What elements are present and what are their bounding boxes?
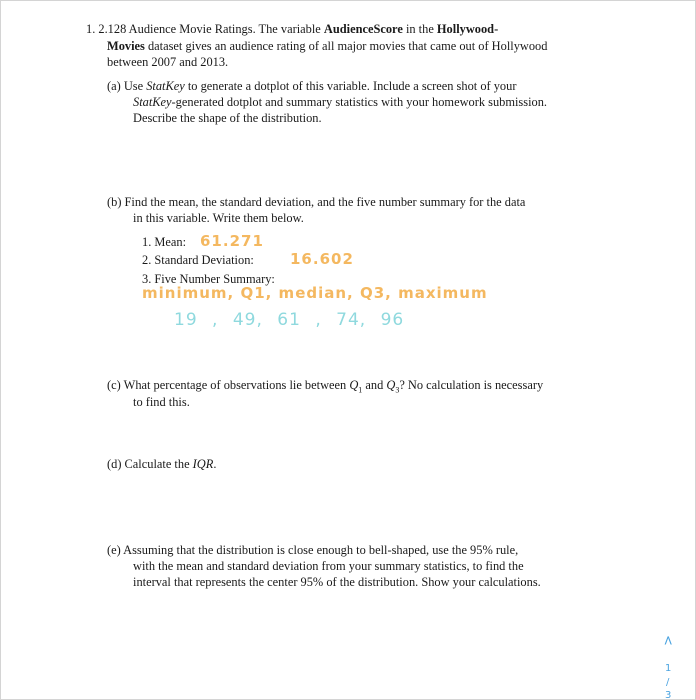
part-c-line-1-text: ? No calculation is necessary: [399, 378, 544, 392]
problem-line-3: between 2007 and 2013.: [107, 55, 229, 69]
handwritten-sd: 16.602: [290, 250, 354, 268]
part-d-intro: (d) Calculate the: [107, 457, 193, 471]
q3-symbol: Q: [386, 378, 396, 392]
current-page-number: 1: [665, 663, 672, 674]
handwritten-five-number-values: 19 , 49, 61 , 74, 96: [174, 310, 405, 330]
q3-subscript: 3: [395, 385, 400, 395]
dataset-name-a: Hollywood-: [436, 22, 499, 36]
statkey-name-2: StatKey: [133, 95, 172, 109]
variable-name: AudienceScore: [323, 22, 403, 36]
part-e-line-3: interval that represents the center 95% of the distribution. Show your calculations.: [133, 575, 541, 589]
part-b-item-mean: 1. Mean:: [142, 235, 187, 249]
part-d-line-1: [107, 456, 216, 472]
part-a-intro: (a) Use: [107, 79, 147, 93]
part-b-item-five-number: 3. Five Number Summary:: [142, 272, 275, 286]
total-pages: 3: [665, 690, 672, 700]
q1-subscript: 1: [358, 385, 363, 395]
part-a-line-3: Describe the shape of the distribution.: [133, 111, 322, 125]
part-b-line-2: in this variable. Write them below.: [133, 211, 304, 225]
part-a-line-2-text: -generated dotplot and summary statistics with your homework submission.: [171, 95, 547, 109]
iqr-symbol: IQR: [192, 457, 214, 471]
problem-intro: 1. 2.128 Audience Movie Ratings. The variable: [86, 22, 324, 36]
part-c-intro: (c) What percentage of observations lie between: [107, 378, 350, 392]
part-b-line-1: (b) Find the mean, the standard deviation, and the five number summary for the data: [107, 195, 526, 209]
part-e-line-1: (e) Assuming that the distribution is close enough to bell-shaped, use the 95% rule,: [107, 543, 519, 557]
part-c-line-2: to find this.: [133, 395, 190, 409]
part-b-item-sd: 2. Standard Deviation:: [142, 253, 254, 267]
part-c-and: and: [362, 378, 387, 392]
problem-line-2-text: dataset gives an audience rating of all major movies that came out of Hollywood: [144, 39, 548, 53]
statkey-name: StatKey: [146, 79, 185, 93]
handwritten-five-number-labels: minimum, Q1, median, Q3, maximum: [142, 284, 488, 302]
q1-symbol: Q: [349, 378, 359, 392]
handwritten-mean: 61.271: [200, 232, 264, 250]
dataset-name-b: Movies: [107, 39, 145, 53]
part-a-line-1: [107, 78, 516, 94]
part-a-line-2: [133, 94, 547, 110]
problem-line-1: [86, 21, 498, 37]
part-a-line-1-text: to generate a dotplot of this variable. Include a screen shot of your: [184, 79, 517, 93]
page-separator: /: [666, 677, 670, 688]
page-up-icon[interactable]: <: [659, 635, 675, 646]
problem-mid: in the: [402, 22, 437, 36]
part-d-period: .: [213, 457, 217, 471]
problem-line-2: [107, 38, 547, 54]
part-e-line-2: with the mean and standard deviation from your summary statistics, to find the: [133, 559, 524, 573]
